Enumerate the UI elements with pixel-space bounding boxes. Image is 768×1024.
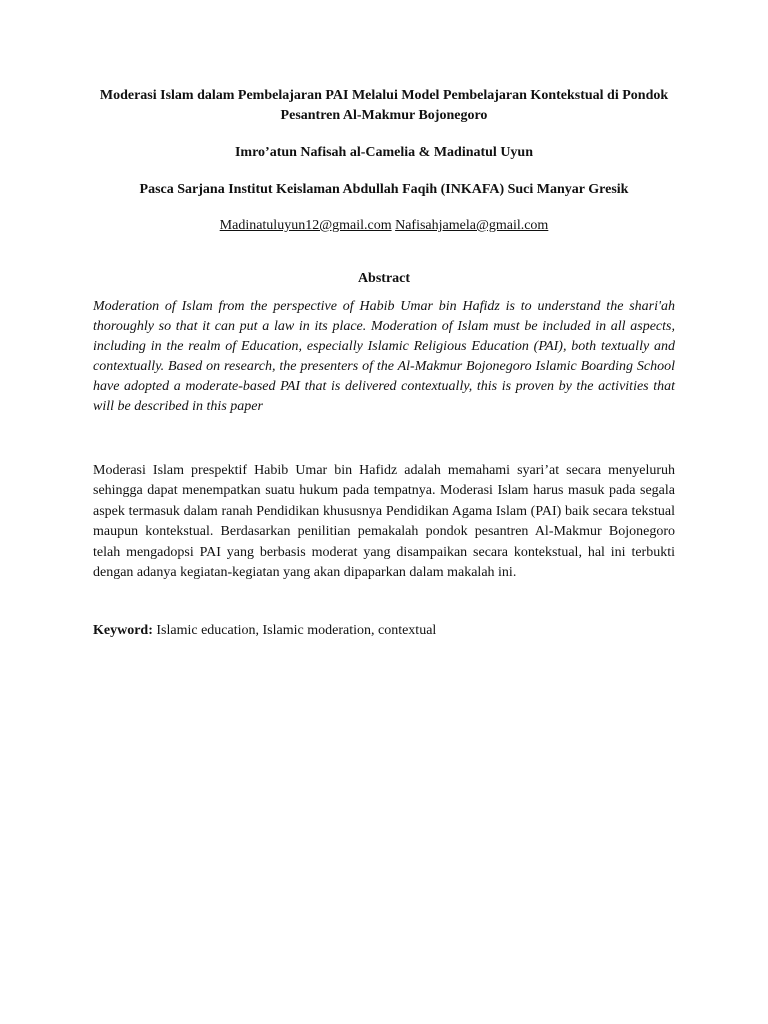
- keywords-line: [93, 621, 675, 641]
- abstract-indonesian: Moderasi Islam prespektif Habib Umar bin Hafidz adalah memahami syari’at secara menyeluruh sehingga dapat menempatkan suatu hukum pada tempatnya. Moderasi Islam harus masuk pada segala aspek termasuk dalam ranah Pendidikan khususnya Pendidikan Agama Islam (PAI) baik secara tekstual maupun kontekstual. Berdasarkan penilitian pemakalah pondok pesantren Al-Makmur Bojonegoro telah mengadopsi PAI yang berbasis moderat yang disampaikan secara kontekstual, hal ini terbukti dengan adanya kegiatan-kegiatan yang akan dipaparkan dalam makalah ini.: [93, 463, 675, 581]
- email-link-2[interactable]: Nafisahjamela@gmail.com: [395, 218, 549, 233]
- email-link-1[interactable]: Madinatuluyun12@gmail.com: [219, 218, 392, 233]
- paper-title: Moderasi Islam dalam Pembelajaran PAI Melalui Model Pembelajaran Kontekstual di Pondok Pesantren Al-Makmur Bojonegoro: [99, 88, 669, 123]
- keywords-label: Keyword:: [93, 623, 153, 639]
- paper-authors: Imro’atun Nafisah al-Camelia & Madinatul Uyun: [234, 145, 534, 160]
- abstract-english: Moderation of Islam from the perspective of Habib Umar bin Hafidz is to understand the shari'ah thoroughly so that it can put a law in its place. Moderation of Islam must be included in all aspects, including in the realm of Education, especially Islamic Religious Education (PAI), both textually and contextually. Based on research, the presenters of the Al-Makmur Bojonegoro Islamic Boarding School have adopted a moderate-based PAI that is delivered contextually, this is proven by the activities that will be described in this paper: [93, 299, 675, 414]
- keywords-value: Islamic education, Islamic moderation, contextual: [156, 623, 437, 639]
- author-emails: [93, 216, 675, 236]
- abstract-heading: Abstract: [357, 271, 411, 286]
- paper-affiliation: Pasca Sarjana Institut Keislaman Abdullah Faqih (INKAFA) Suci Manyar Gresik: [139, 182, 629, 197]
- paper-page: [93, 86, 675, 641]
